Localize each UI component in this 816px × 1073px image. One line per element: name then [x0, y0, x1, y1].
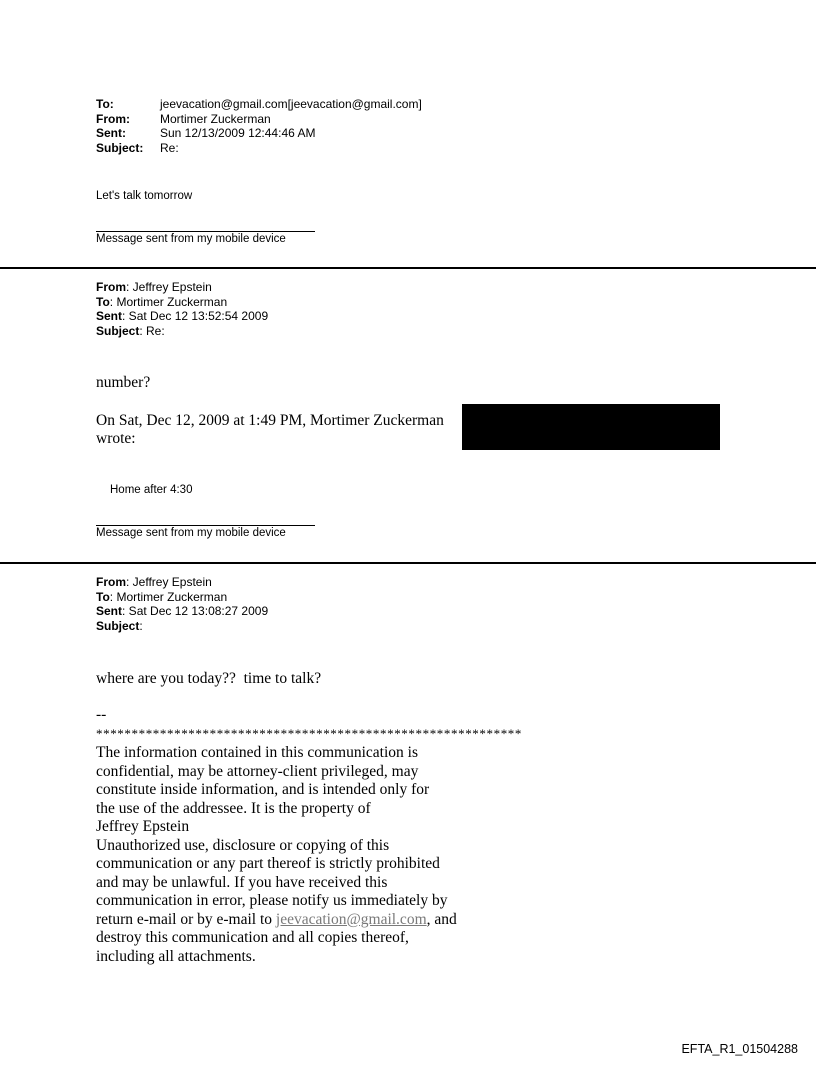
header-label: To:: [96, 97, 114, 111]
header-value: : Re:: [139, 323, 165, 338]
signature-divider: [96, 525, 315, 526]
asterisk-divider: ************************************************************: [96, 726, 522, 741]
header-label: Sent: [96, 309, 123, 323]
header-value: : Mortimer Zuckerman: [109, 589, 228, 604]
disclaimer-line: including all attachments.: [96, 947, 256, 965]
header-value: Sun 12/13/2009 12:44:46 AM: [160, 126, 316, 140]
header-label: Sent: [96, 604, 123, 618]
section-divider: [0, 562, 816, 564]
header-label: Subject:: [96, 140, 144, 155]
email2-quoted-body: Home after 4:30: [110, 484, 193, 496]
email2-quote-line1: On Sat, Dec 12, 2009 at 1:49 PM, Mortimer Zuckerman: [96, 412, 444, 429]
header-label: Sent:: [96, 126, 126, 140]
disclaimer-text: , and: [426, 910, 457, 928]
header-row-to: [96, 97, 422, 112]
header-label: From: [96, 280, 126, 294]
header-value: : Sat Dec 12 13:52:54 2009: [122, 309, 269, 323]
header-row-from: [96, 112, 422, 127]
header-row-to: [96, 590, 268, 605]
disclaimer-line: the use of the addressee. It is the property of: [96, 799, 371, 817]
header-value: : Jeffrey Epstein: [126, 575, 212, 589]
disclaimer-line: Unauthorized use, disclosure or copying of this: [96, 836, 390, 854]
email3-header: [96, 575, 268, 633]
header-value: jeevacation@gmail.com[jeevacation@gmail.com]: [160, 97, 422, 111]
header-row-subject: [96, 324, 268, 339]
disclaimer-line: communication in error, please notify us immediately by: [96, 892, 448, 909]
signature-dashes: --: [96, 706, 107, 723]
header-value: :: [139, 618, 143, 633]
header-row-sent: [96, 126, 422, 141]
header-row-sent: [96, 604, 268, 619]
header-row-subject: [96, 619, 268, 634]
email1-body: Let's talk tomorrow: [96, 190, 193, 202]
disclaimer-line: communication or any part thereof is strictly prohibited: [96, 855, 440, 872]
header-value: : Sat Dec 12 13:08:27 2009: [122, 604, 269, 618]
disclaimer-line: destroy this communication and all copies thereof,: [96, 929, 409, 946]
disclaimer-line: The information contained in this communication is: [96, 744, 418, 761]
email2-quote-line2: wrote:: [96, 430, 136, 447]
email2-body: number?: [96, 374, 151, 391]
header-row-from: [96, 280, 268, 295]
header-value: : Jeffrey Epstein: [126, 280, 212, 294]
disclaimer-line: Jeffrey Epstein: [96, 818, 190, 835]
email2-signature: Message sent from my mobile device: [96, 527, 286, 539]
header-label: From:: [96, 111, 130, 126]
disclaimer-text: return e-mail or by e-mail to: [96, 910, 276, 928]
disclaimer-line: and may be unlawful. If you have received this: [96, 873, 388, 891]
header-label: To: [96, 589, 110, 604]
disclaimer-line: confidential, may be attorney-client privileged, may: [96, 762, 419, 780]
header-value: Re:: [160, 140, 179, 155]
disclaimer: [96, 744, 457, 966]
redaction-box: [462, 404, 720, 450]
header-label: Subject: [96, 323, 140, 338]
header-value: : Mortimer Zuckerman: [109, 294, 228, 309]
signature-divider: [96, 231, 315, 232]
header-label: To: [96, 294, 110, 309]
email1-signature: Message sent from my mobile device: [96, 233, 286, 245]
email1-header: [96, 97, 422, 155]
disclaimer-line: constitute inside information, and is intended only for: [96, 781, 430, 798]
header-value: Mortimer Zuckerman: [160, 111, 271, 126]
document-id: EFTA_R1_01504288: [681, 1042, 798, 1056]
header-row-subject: [96, 141, 422, 156]
header-label: Subject: [96, 618, 140, 633]
header-row-to: [96, 295, 268, 310]
header-row-from: [96, 575, 268, 590]
email3-body: where are you today?? time to talk?: [96, 670, 322, 687]
header-row-sent: [96, 309, 268, 324]
header-label: From: [96, 575, 126, 589]
disclaimer-line-with-link: [96, 911, 457, 930]
section-divider: [0, 267, 816, 269]
email-link[interactable]: jeevacation@gmail.com: [275, 910, 427, 928]
email2-header: [96, 280, 268, 338]
